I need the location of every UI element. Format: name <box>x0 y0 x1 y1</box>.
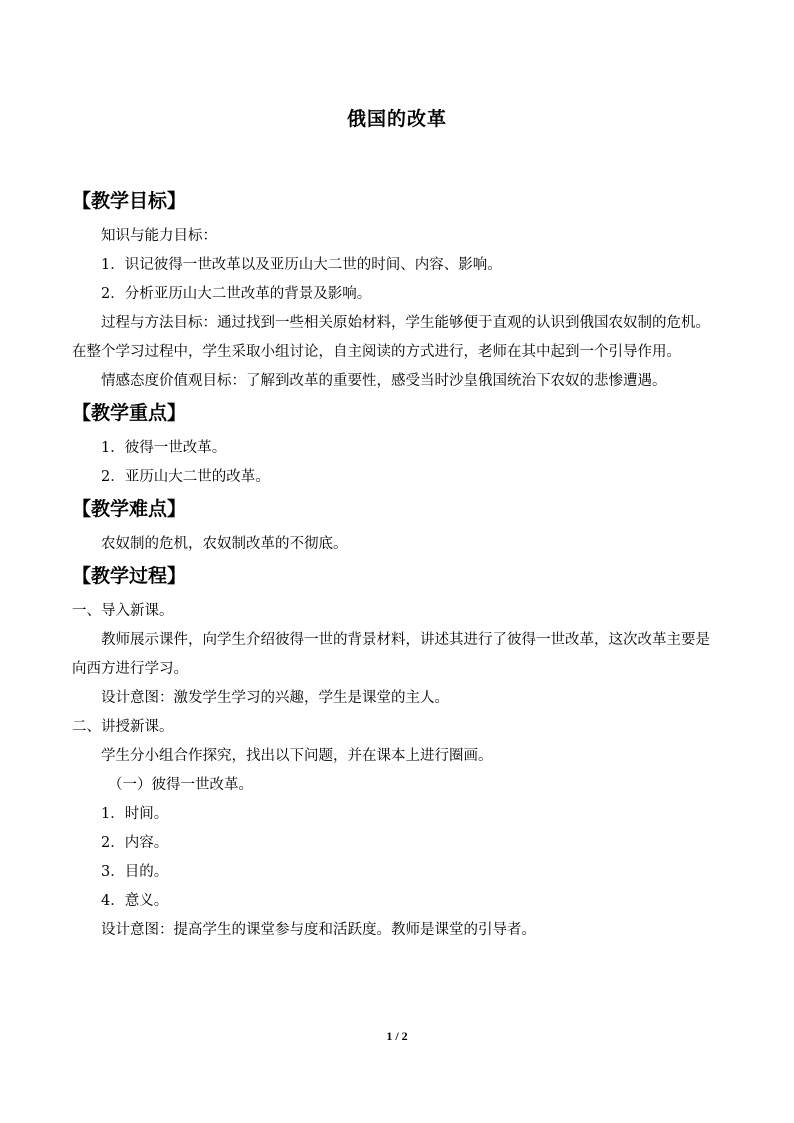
part1-design: 设计意图：激发学生学习的兴趣，学生是课堂的主人。 <box>101 690 449 706</box>
section-heading-process: 【教学过程】 <box>72 565 187 587</box>
document-body <box>72 184 722 945</box>
section-heading-objectives: 【教学目标】 <box>72 190 187 212</box>
difficulty-text: 农奴制的危机，农奴制改革的不彻底。 <box>101 536 348 552</box>
section-heading-difficulties: 【教学难点】 <box>72 498 187 520</box>
page-number: 1 / 2 <box>386 1029 408 1043</box>
part2-item-1: 1．时间。 <box>101 806 169 822</box>
part2-subtitle: （一）彼得一世改革。 <box>108 777 253 793</box>
page-title: 俄国的改革 <box>346 108 447 130</box>
key-point-1: 1．彼得一世改革。 <box>101 440 227 456</box>
part2-design: 设计意图：提高学生的课堂参与度和活跃度。教师是课堂的引导者。 <box>101 922 536 938</box>
emotion-objective: 情感态度价值观目标：了解到改革的重要性，感受当时沙皇俄国统治下农奴的悲惨遭遇。 <box>101 373 667 389</box>
knowledge-item-2: 2．分析亚历山大二世改革的背景及影响。 <box>101 286 372 302</box>
part2-item-4: 4．意义。 <box>101 893 169 909</box>
process-method-objective: 过程与方法目标：通过找到一些相关原始材料，学生能够便于直观的认识到俄国农奴制的危机。在整个学习过程中，学生采取小组讨论，自主阅读的方式进行，老师在其中起到一个引导作用。 <box>72 315 710 360</box>
part2-item-3: 3．目的。 <box>101 864 169 880</box>
part2-title: 二、讲授新课。 <box>72 719 174 735</box>
knowledge-item-1: 1．识记彼得一世改革以及亚历山大二世的时间、内容、影响。 <box>101 257 502 273</box>
part2-text: 学生分小组合作探究，找出以下问题，并在课本上进行圈画。 <box>101 748 493 764</box>
knowledge-label: 知识与能力目标： <box>101 228 217 244</box>
section-heading-key-points: 【教学重点】 <box>72 402 187 424</box>
part2-item-2: 2．内容。 <box>101 835 169 851</box>
part1-title: 一、导入新课。 <box>72 603 174 619</box>
part1-text: 教师展示课件，向学生介绍彼得一世的背景材料，讲述其进行了彼得一世改革，这次改革主要是向西方进行学习。 <box>72 632 710 677</box>
key-point-2: 2．亚历山大二世的改革。 <box>101 469 270 485</box>
